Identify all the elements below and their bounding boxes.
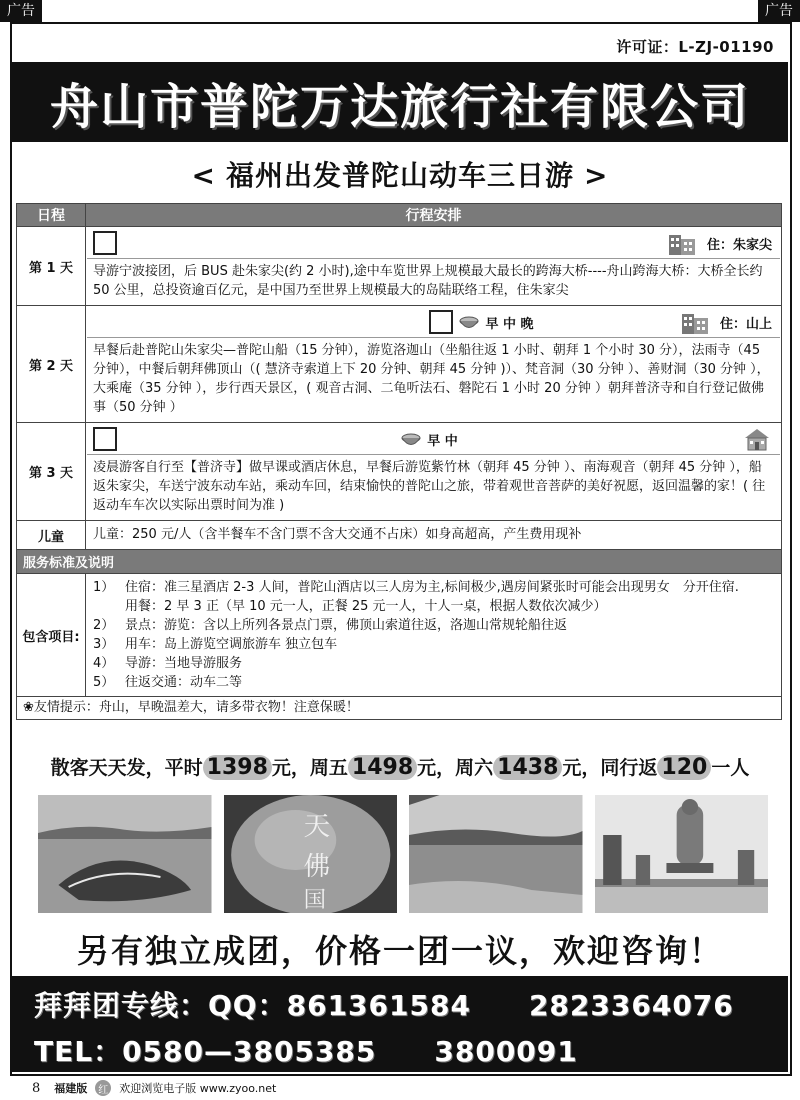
price-text-3: 元，同行返: [562, 757, 658, 779]
checkbox-icon: [93, 231, 117, 255]
route-open-bracket: <: [191, 159, 216, 192]
service-item-text: 用车：岛上游览空调旅游车 独立包车: [125, 637, 338, 652]
meal-info: [401, 430, 458, 449]
guanyin-statue-photo: [595, 795, 769, 913]
stay-label: 住：朱家尖: [706, 237, 772, 253]
price-text-4: 一人: [711, 757, 750, 779]
meal-bowl-icon: [459, 314, 479, 330]
child-row: [17, 521, 782, 550]
sea-bay-photo: [409, 795, 583, 913]
footer-text: 欢迎浏览电子版 www.zyoo.net: [119, 1082, 277, 1095]
service-item-text: 住宿：准三星酒店 2-3 人间，普陀山酒店以三人房为主,标间极少,遇房间紧张时可能会出现男女 分开住宿.: [125, 580, 739, 595]
meal-label: 早 中 晚: [485, 316, 534, 332]
checkbox-icon: [93, 427, 117, 451]
service-item: [93, 578, 774, 597]
stay-info: [667, 231, 772, 255]
tip-row: [17, 697, 782, 720]
slogan: 另有独立成团，价格一团一议，欢迎咨询！: [76, 932, 723, 970]
service-item-text: 往返交通：动车二等: [125, 675, 243, 690]
company-banner: [12, 62, 788, 142]
qq-contact: 拜拜团专线：QQ：861361584 2823364076: [34, 989, 734, 1022]
service-item-text: 用餐：2 早 3 正（早 10 元一人，正餐 25 元一人，十人一桌，根据人数依次减少）: [125, 599, 607, 614]
meal-label: 早 中: [427, 433, 458, 449]
company-name: 舟山市普陀万达旅行社有限公司: [49, 78, 750, 135]
svg-text:天: 天: [303, 812, 330, 842]
day-label: 第 3 天: [17, 423, 86, 521]
day-label: 第 2 天: [17, 306, 86, 423]
ad-label-right: 广告: [758, 0, 800, 22]
stay-label: 住：山上: [719, 316, 772, 332]
phone-contact: TEL：0580—3805385 3800091: [34, 1035, 578, 1068]
service-item: [93, 654, 774, 673]
price-intro: 散客天天发，平时: [50, 757, 203, 779]
service-item-text: 导游：当地导游服务: [125, 656, 243, 671]
page-number: 8: [32, 1080, 41, 1096]
price-text-1: 元，周五: [271, 757, 348, 779]
itinerary-table: [16, 203, 782, 720]
photo-strip: [38, 795, 768, 913]
service-item-num: 4）: [93, 656, 115, 671]
day-description: 早餐后赴普陀山朱家尖—普陀山船（15 分钟），游览洛迦山（坐船往返 1 小时、朝拜 1 个小时 30 分），法雨寺（45 分钟），中餐后朝拜佛顶山（( 慧济寺索道上下 20 分钟、朝拜 45 分钟 )）、梵音洞（30 分钟 ）、善财洞（30 分钟 ），大乘庵（35 分钟 ），步行西天景区，( 观音古洞、二龟听法石、磐陀石 1 小时 20 分钟 ）朝拜普济寺和自行登记做佛事（50 分钟 ）: [93, 343, 770, 415]
edition-label: 福建版: [54, 1082, 88, 1095]
stay-info: [680, 310, 772, 334]
service-item-num: 5）: [93, 675, 115, 690]
table-header-row: [17, 204, 782, 227]
ad-label-left: 广告: [0, 0, 42, 22]
price-weekday: 1398: [203, 755, 272, 780]
day-description: 导游宁波接团，后 BUS 赴朱家尖(约 2 小时),途中车览世界上规模最大最长的跨海大桥----舟山跨海大桥：大桥全长约 50 公里，总投资逾百亿元，是中国乃至世界上规模最大的岛陆联络工程，住朱家尖: [93, 264, 763, 298]
day-detail: [86, 423, 782, 521]
child-label: 儿童: [17, 521, 86, 550]
svg-text:国: 国: [303, 887, 326, 913]
service-header-row: [17, 550, 782, 574]
day-row: [17, 423, 782, 521]
service-label: 包含项目:: [17, 574, 86, 697]
price-rebate: 120: [657, 755, 711, 780]
logo-badge-icon: 红: [95, 1080, 111, 1096]
hotel-icon: [667, 231, 697, 255]
service-item-num: [93, 597, 125, 616]
service-header: 服务标准及说明: [17, 550, 782, 574]
day-description: 凌晨游客自行至【普济寺】做早课或酒店休息，早餐后游览紫竹林（朝拜 45 分钟 ）、南海观音（朝拜 45 分钟 ），船返朱家尖，车送宁波东动车站，乘动车回，结束愉快的普陀山之旅，带着观世音菩萨的美好祝愿，返回温馨的家！( 往返动车车次以实际出票时间为准 ): [93, 460, 766, 513]
house-icon: [742, 427, 772, 451]
hotel-icon: [680, 310, 710, 334]
service-list: [87, 575, 780, 695]
day-detail: [86, 306, 782, 423]
route-close-bracket: >: [584, 159, 609, 192]
price-line: [0, 753, 800, 780]
day-info-line: [87, 424, 780, 455]
service-item: [93, 597, 774, 616]
day-info-line: [87, 307, 780, 338]
price-saturday: 1438: [493, 755, 562, 780]
checkbox-icon: [429, 310, 453, 334]
route-title: [0, 154, 800, 194]
day-detail: [86, 227, 782, 306]
route-name: 福州出发普陀山动车三日游: [225, 159, 574, 192]
day-info-line: [87, 228, 780, 259]
meal-info: [429, 310, 533, 334]
header-plan: 行程安排: [86, 204, 782, 227]
child-policy: 儿童：250 元/人（含半餐车不含门票不含大交通不占床）如身高超高，产生费用现补: [93, 527, 582, 542]
buddha-stone-photo: [224, 795, 398, 913]
svg-text:佛: 佛: [303, 852, 330, 882]
contact-banner: [12, 976, 788, 1072]
service-item-num: 3）: [93, 637, 115, 652]
service-row: [17, 574, 782, 697]
service-item-num: 2）: [93, 618, 115, 633]
island-coast-photo: [38, 795, 212, 913]
service-item: [93, 616, 774, 635]
license-number: 许可证：L-ZJ-01190: [616, 38, 774, 56]
day-row: [17, 227, 782, 306]
header-day: 日程: [17, 204, 86, 227]
service-item-text: 景点：游览：含以上所列各景点门票，佛顶山索道往返，洛迦山常规轮船往返: [125, 618, 568, 633]
meal-bowl-icon: [401, 431, 421, 447]
price-friday: 1498: [348, 755, 417, 780]
page-footer: [32, 1080, 276, 1096]
service-item: [93, 673, 774, 692]
day-row: [17, 306, 782, 423]
day-label: 第 1 天: [17, 227, 86, 306]
service-item: [93, 635, 774, 654]
service-item-num: 1）: [93, 580, 115, 595]
friendly-tip: ❀友情提示：舟山，早晚温差大，请多带衣物！注意保暖！: [17, 697, 782, 720]
price-text-2: 元，周六: [417, 757, 494, 779]
